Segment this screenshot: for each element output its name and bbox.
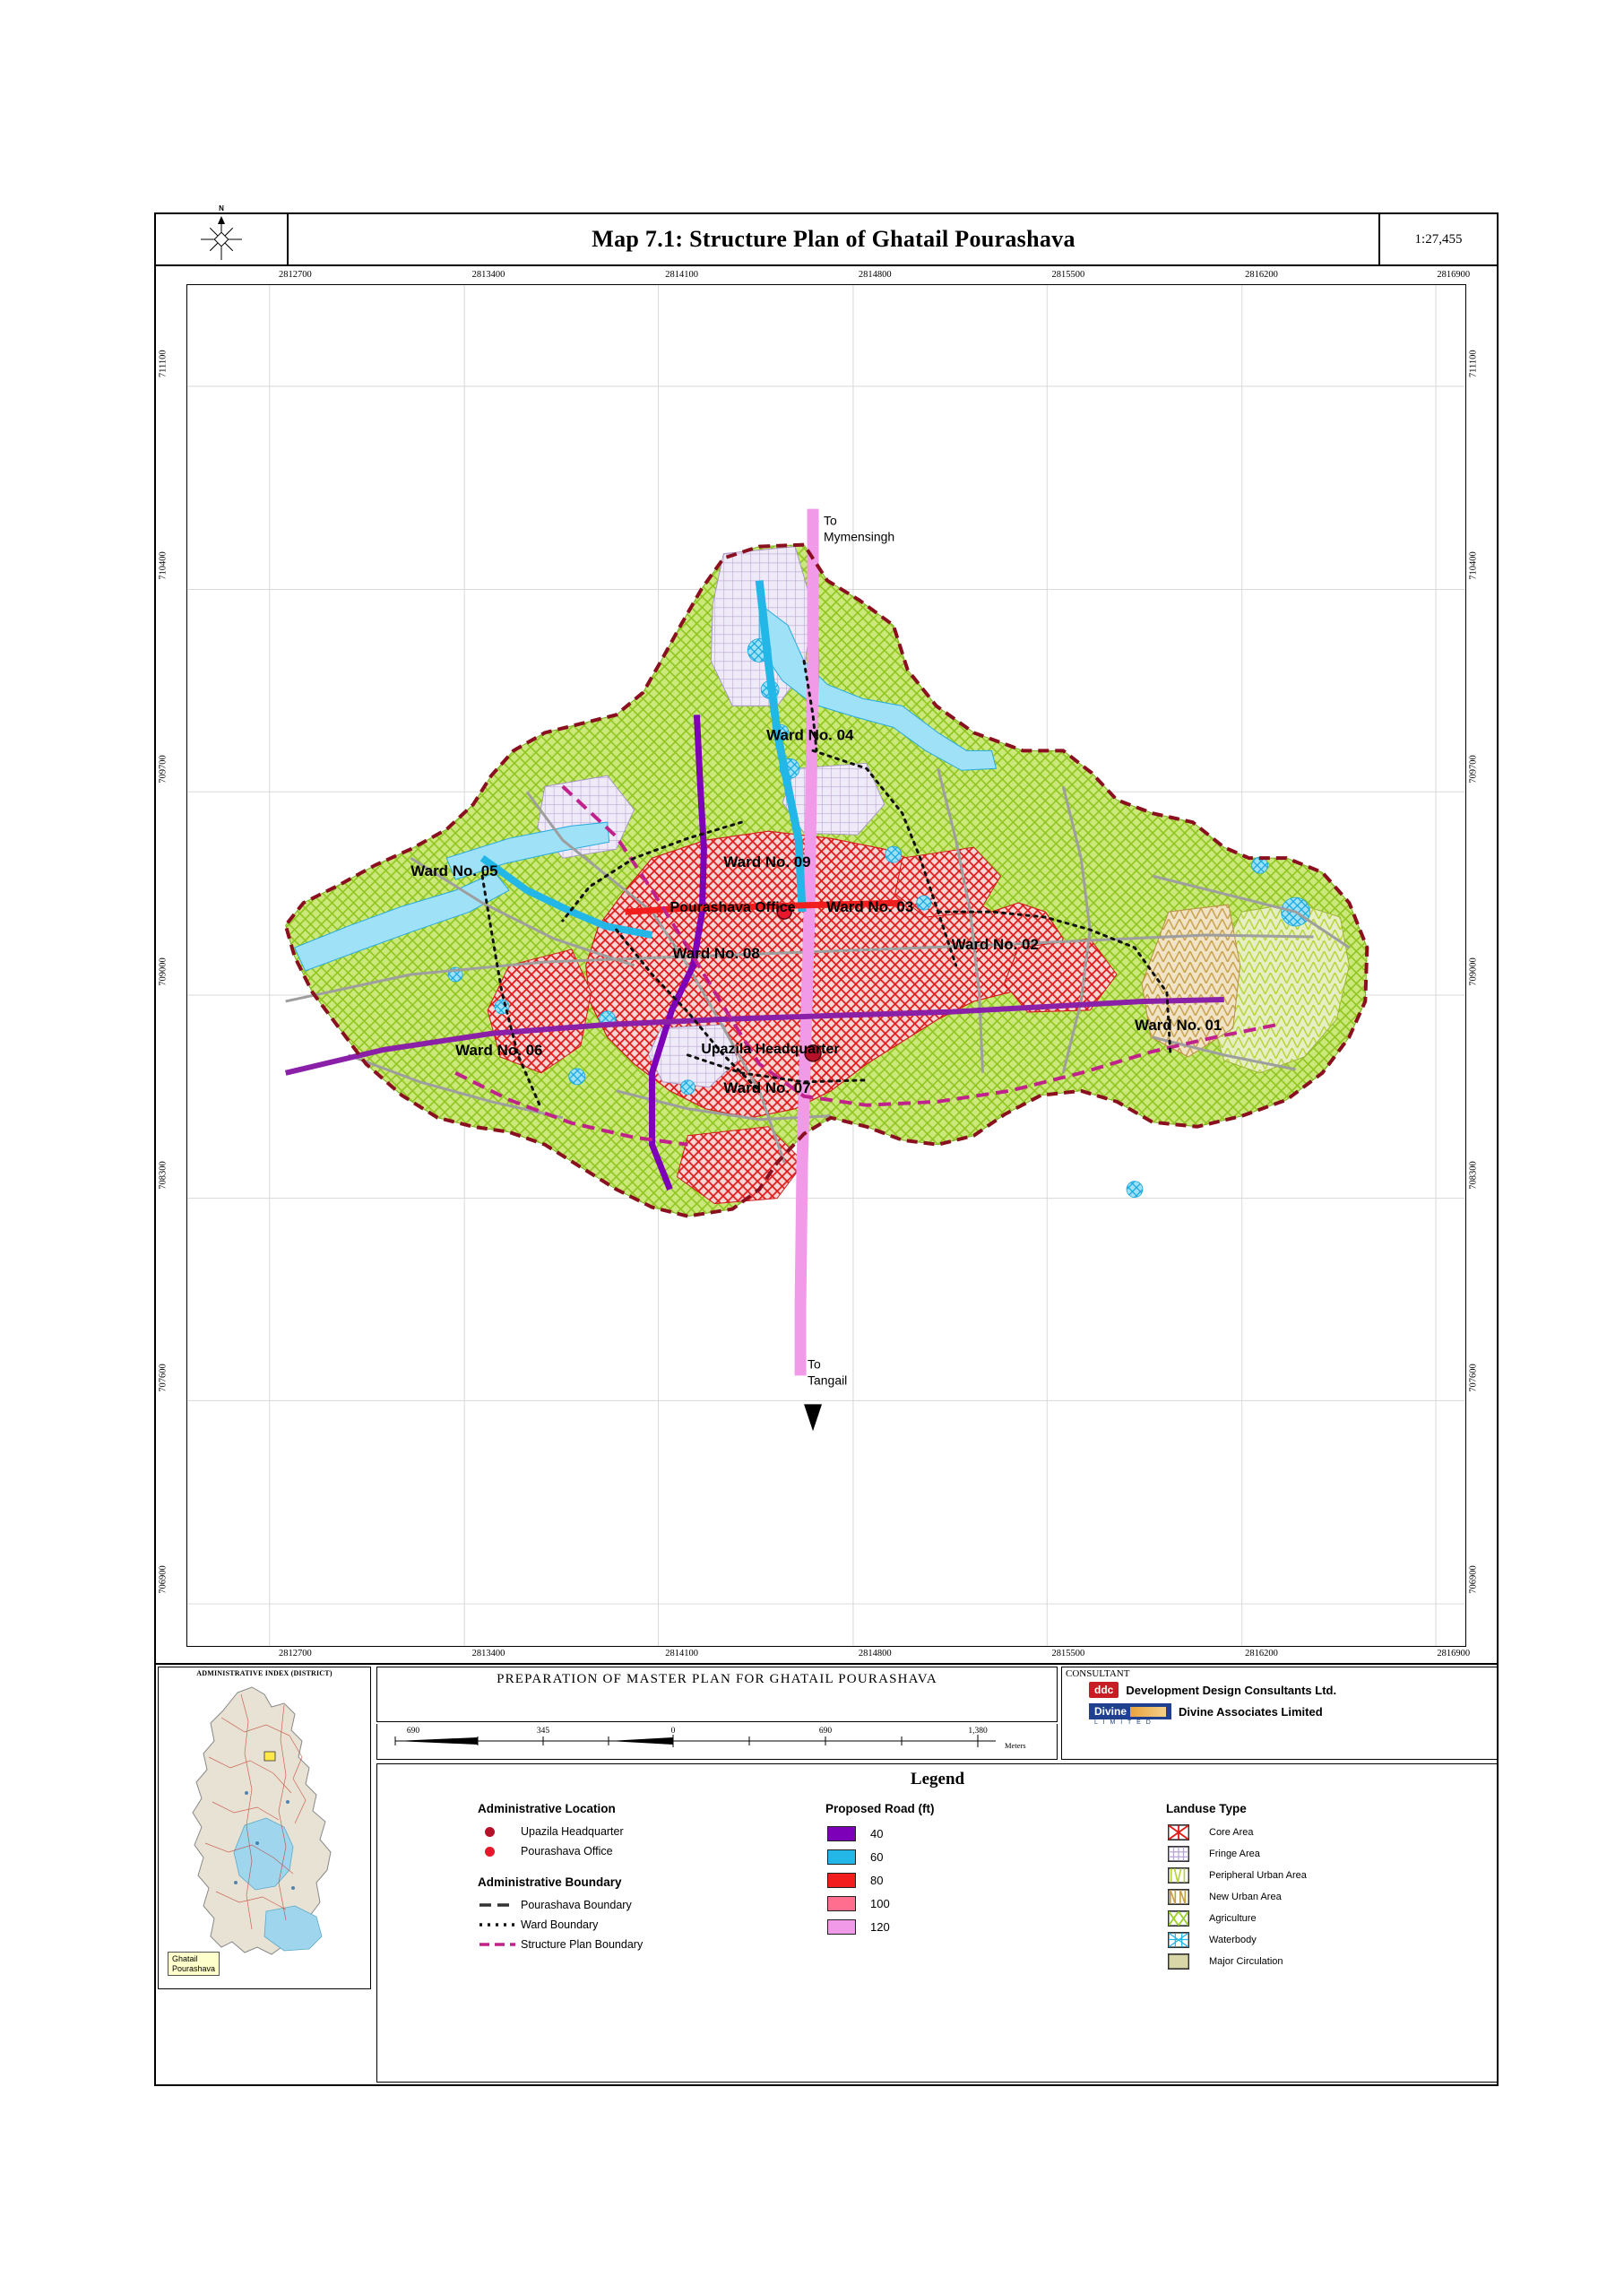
legend-label-pourashava-boundary: Pourashava Boundary [521, 1899, 632, 1911]
legend-label-ward-boundary: Ward Boundary [521, 1918, 599, 1931]
ward-label-07: Ward No. 07 [723, 1078, 811, 1096]
to-tangail-label-2: Tangail [808, 1373, 848, 1388]
legend-label-core-area: Core Area [1209, 1827, 1254, 1838]
legend-label-upazila-headquarter: Upazila Headquarter [521, 1825, 624, 1838]
road-100-swatch [825, 1896, 865, 1911]
preparation-title: PREPARATION OF MASTER PLAN FOR GHATAIL POURASHAVA [497, 1672, 937, 1686]
road-60-swatch [825, 1849, 865, 1865]
legend-label-fringe-area: Fringe Area [1209, 1849, 1260, 1859]
scale-ratio: 1:27,455 [1414, 231, 1463, 247]
coord-x-b0: 2812700 [279, 1649, 312, 1658]
legend-item-road-80 [825, 1868, 1094, 1892]
scale-bar [377, 1724, 1055, 1757]
coord-x-4: 2815500 [1051, 270, 1085, 280]
coord-x-0: 2812700 [279, 270, 312, 280]
legend-item-peripheral-urban-area [1166, 1865, 1471, 1886]
preparation-box [376, 1667, 1058, 1722]
upazila-headquarter-icon [478, 1827, 517, 1837]
ward-label-03: Ward No. 03 [826, 898, 914, 916]
ward-boundary-icon [478, 1919, 517, 1930]
legend-item-agriculture [1166, 1908, 1471, 1929]
legend-label-road-100: 100 [870, 1896, 890, 1910]
legend-item-pourashava-office [478, 1841, 773, 1861]
scale-tick-0: 690 [406, 1727, 420, 1736]
legend-column-landuse [1166, 1802, 1471, 1972]
structure-plan-boundary-icon [478, 1939, 517, 1950]
legend-title: Legend [910, 1770, 965, 1788]
index-callout-line2: Pourashava [172, 1963, 216, 1973]
bottom-panel [156, 1663, 1497, 2084]
legend-item-road-40 [825, 1822, 1094, 1845]
legend-item-major-circulation [1166, 1951, 1471, 1972]
major-circulation-swatch [1166, 1953, 1205, 1970]
legend-item-fringe-area [1166, 1843, 1471, 1865]
ward-label-08: Ward No. 08 [672, 944, 760, 963]
coord-x-1: 2813400 [471, 270, 505, 280]
coord-x-2: 2814100 [665, 270, 698, 280]
coord-y-r0: 711100 [1468, 350, 1479, 378]
legend-item-new-urban-area [1166, 1886, 1471, 1908]
coord-x-b5: 2816200 [1245, 1649, 1278, 1658]
ward-label-05: Ward No. 05 [410, 862, 498, 880]
coord-y-1: 710400 [158, 551, 168, 581]
page-title: Map 7.1: Structure Plan of Ghatail Pourashava [592, 226, 1075, 252]
legend-label-pourashava-office: Pourashava Office [521, 1845, 613, 1858]
coord-y-2: 709700 [158, 755, 168, 784]
legend-label-new-urban-area: New Urban Area [1209, 1892, 1282, 1902]
coord-x-b1: 2813400 [471, 1649, 505, 1658]
road-80-swatch [825, 1873, 865, 1888]
legend-item-road-100 [825, 1892, 1094, 1915]
coord-x-b2: 2814100 [665, 1649, 698, 1658]
legend-heading-proposed-road: Proposed Road (ft) [825, 1802, 935, 1815]
legend-item-road-60 [825, 1845, 1094, 1868]
scale-tick-3: 690 [818, 1727, 833, 1736]
pourashava-office-icon [478, 1847, 517, 1857]
scale-tick-2: 0 [670, 1727, 676, 1736]
map-title-cell [289, 214, 1380, 264]
legend-label-major-circulation: Major Circulation [1209, 1956, 1283, 1967]
north-label: N [219, 204, 224, 212]
map-area [156, 266, 1497, 1665]
north-arrow-cell [156, 204, 289, 264]
coord-y-r5: 707600 [1468, 1364, 1479, 1393]
new-urban-swatch [1166, 1889, 1205, 1905]
bangladesh-district-map [159, 1667, 370, 1987]
coordinates-right [1466, 284, 1497, 1647]
peripheral-urban-swatch [1166, 1867, 1205, 1884]
coord-y-6: 706900 [158, 1565, 168, 1595]
divine-logo-text: Divine [1094, 1705, 1127, 1718]
to-mymensingh-label-2: Mymensingh [824, 529, 895, 544]
legend-item-waterbody [1166, 1929, 1471, 1951]
to-tangail-label-1: To [808, 1356, 821, 1372]
coord-x-b6: 2816900 [1437, 1649, 1471, 1658]
coordinates-bottom [186, 1647, 1471, 1665]
pourashava-office-label: Pourashava Office [669, 900, 796, 916]
coord-y-r2: 709700 [1468, 755, 1479, 784]
coord-y-3: 709000 [158, 957, 168, 987]
ward-label-04: Ward No. 04 [766, 726, 854, 744]
legend-column-proposed-road [825, 1802, 1094, 1938]
legend-label-peripheral-urban-area: Peripheral Urban Area [1209, 1870, 1307, 1881]
road-120-swatch [825, 1919, 865, 1935]
consultant-name-2: Divine Associates Limited [1179, 1704, 1323, 1719]
legend-item-upazila-headquarter [478, 1822, 773, 1841]
waterbody-swatch [1166, 1932, 1205, 1948]
core-area-swatch [1166, 1824, 1205, 1840]
legend-heading-admin-location: Administrative Location [478, 1802, 616, 1815]
legend-box [376, 1763, 1499, 2083]
legend-label-road-80: 80 [870, 1873, 884, 1887]
coord-y-r1: 710400 [1468, 551, 1479, 581]
ward-label-06: Ward No. 06 [455, 1041, 543, 1059]
scale-tick-4: 1,380 [968, 1727, 988, 1736]
divine-logo-sub: L I M I T E D [1094, 1719, 1153, 1726]
coord-x-b4: 2815500 [1051, 1649, 1085, 1658]
ward-label-02: Ward No. 02 [951, 936, 1039, 954]
divine-logo-icon [1089, 1703, 1171, 1719]
coord-x-5: 2816200 [1245, 270, 1278, 280]
ward-label-09: Ward No. 09 [723, 853, 811, 871]
agriculture-swatch [1166, 1910, 1205, 1927]
administrative-index-map[interactable] [158, 1667, 371, 1989]
structure-plan-drawing [187, 285, 1465, 1646]
coord-x-6: 2816900 [1437, 270, 1471, 280]
legend-label-road-40: 40 [870, 1826, 884, 1840]
coord-y-r3: 709000 [1468, 957, 1479, 987]
map-sheet [154, 204, 1499, 2086]
road-40-swatch [825, 1826, 865, 1841]
coord-y-r4: 708300 [1468, 1161, 1479, 1190]
legend-item-pourashava-boundary [478, 1895, 773, 1915]
fringe-area-swatch [1166, 1846, 1205, 1862]
legend-item-core-area [1166, 1822, 1471, 1843]
coord-x-b3: 2814800 [858, 1649, 892, 1658]
ddc-logo-icon: ddc [1089, 1682, 1119, 1698]
legend-label-structure-plan-boundary: Structure Plan Boundary [521, 1938, 644, 1951]
index-callout-line1: Ghatail [172, 1954, 198, 1964]
index-title: ADMINISTRATIVE INDEX (DISTRICT) [196, 1669, 333, 1677]
index-callout [168, 1952, 220, 1976]
legend-item-ward-boundary [478, 1915, 773, 1935]
coord-y-5: 707600 [158, 1364, 168, 1393]
coordinates-top [186, 266, 1471, 284]
coord-y-4: 708300 [158, 1161, 168, 1190]
scale-unit: Meters [1005, 1741, 1026, 1750]
legend-column-administrative [478, 1802, 773, 1954]
legend-heading-landuse: Landuse Type [1166, 1802, 1247, 1815]
title-bar [156, 204, 1497, 266]
legend-item-road-120 [825, 1915, 1094, 1938]
scale-bar-box [376, 1724, 1058, 1760]
to-mymensingh-label-1: To [824, 513, 837, 528]
ward-label-01: Ward No. 01 [1135, 1016, 1222, 1034]
legend-label-waterbody: Waterbody [1209, 1935, 1257, 1945]
coord-x-3: 2814800 [858, 270, 892, 280]
consultant-box [1061, 1667, 1499, 1760]
legend-label-road-60: 60 [870, 1849, 884, 1864]
coord-y-0: 711100 [158, 350, 168, 378]
legend-item-structure-plan-boundary [478, 1935, 773, 1954]
upazila-headquarter-label: Upazila Headquarter [701, 1041, 840, 1057]
consultant-name-1: Development Design Consultants Ltd. [1126, 1683, 1337, 1697]
legend-label-agriculture: Agriculture [1209, 1913, 1257, 1924]
legend-heading-admin-boundary: Administrative Boundary [478, 1875, 622, 1889]
legend-label-road-120: 120 [870, 1919, 890, 1934]
scale-tick-1: 345 [536, 1727, 550, 1736]
north-arrow-icon [201, 204, 242, 260]
consultant-label: CONSULTANT [1066, 1668, 1130, 1679]
coordinates-left [156, 284, 186, 1647]
coord-y-r6: 706900 [1468, 1565, 1479, 1595]
map-canvas[interactable] [186, 284, 1466, 1647]
pourashava-boundary-icon [478, 1900, 517, 1910]
